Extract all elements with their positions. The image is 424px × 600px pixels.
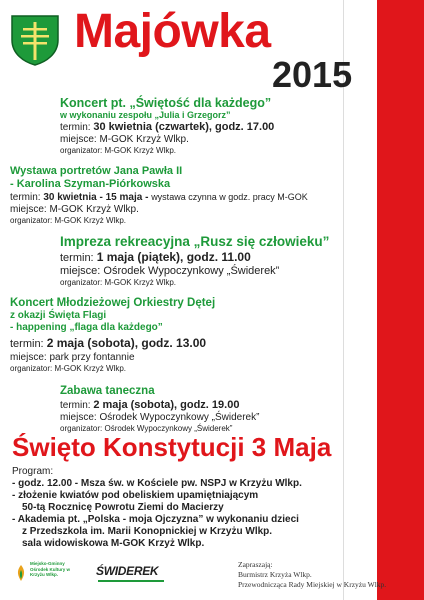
event-termin: termin: 2 maja (sobota), godz. 19.00 (60, 399, 240, 411)
event-title: Wystawa portretów Jana Pawła II (10, 165, 183, 177)
flag-red-stripe (377, 0, 424, 600)
event-organizator: organizator: M-GOK Krzyż Wlkp. (10, 216, 127, 225)
event-termin: termin: 30 kwietnia (czwartek), godz. 17.00 (60, 121, 275, 133)
event-miejsce: miejsce: park przy fontannie (10, 352, 135, 363)
event-termin: termin: 2 maja (sobota), godz. 13.00 (10, 336, 207, 350)
event-title: Koncert Młodzieżowej Orkiestry Dętej (10, 297, 216, 309)
konstytucja-title: Święto Konstytucji 3 Maja (12, 432, 332, 462)
event-orkiestra (10, 296, 215, 374)
event-miejsce: miejsce: M-GOK Krzyż Wlkp. (60, 134, 189, 145)
coat-of-arms-icon (10, 14, 60, 66)
event-zabawa (60, 384, 259, 434)
event-subtitle: z okazji Święta Flagi (10, 310, 107, 321)
mgok-logo (14, 558, 70, 588)
event-organizator: organizator: M-GOK Krzyż Wlkp. (60, 278, 177, 287)
event-organizator: organizator: M-GOK Krzyż Wlkp. (10, 364, 127, 373)
event-title: Zabawa taneczna (60, 385, 155, 397)
mgok-logo-text: Miejsko-Gminny Ośrodek Kultury w Krzyżu Wlkp. (30, 561, 71, 577)
event-title: Impreza rekreacyjna „Rusz się człowieku” (60, 234, 330, 249)
program-line: sala widowiskowa M-GOK Krzyż Wlkp. (22, 538, 205, 549)
event-miejsce: miejsce: Ośrodek Wypoczynkowy „Świderek” (60, 265, 280, 277)
event-termin: termin: 30 kwietnia - 15 maja - wystawa czynna w godz. pracy M-GOK (10, 192, 308, 203)
footer-line: Przewodnicząca Rady Miejskiej w Krzyżu Wlkp. (238, 580, 387, 589)
event-title: Koncert pt. „Świętość dla każdego” (60, 96, 272, 110)
program-label: Program: (12, 466, 54, 477)
event-wystawa (10, 165, 308, 226)
footer-line: Burmistrz Krzyża Wlkp. (238, 570, 312, 579)
program-line: - złożenie kwiatów pod obeliskiem upamiętniającym (12, 490, 259, 501)
event-happening: - happening „flaga dla każdego” (10, 322, 163, 333)
event-impreza (60, 234, 329, 288)
event-miejsce: miejsce: M-GOK Krzyż Wlkp. (10, 204, 139, 215)
swiderek-logo (96, 558, 168, 588)
program-section (12, 466, 302, 550)
poster-title: Majówka (74, 5, 271, 58)
swiderek-logo-underline (98, 580, 164, 582)
event-termin: termin: 1 maja (piątek), godz. 11.00 (60, 250, 251, 264)
footer-invite-label: Zapraszają: (238, 560, 273, 569)
event-miejsce: miejsce: Ośrodek Wypoczynkowy „Świderek” (60, 412, 260, 423)
event-subtitle: w wykonaniu zespołu „Julia i Grzegorz” (60, 110, 231, 120)
poster-year: 2015 (272, 54, 353, 95)
mgok-logo-icon (14, 564, 28, 582)
program-line: - godz. 12.00 - Msza św. w Kościele pw. NSPJ w Krzyżu Wlkp. (12, 478, 302, 489)
event-koncert (60, 96, 274, 156)
event-title-author: - Karolina Szyman-Piórkowska (10, 178, 171, 190)
event-organizator: organizator: Ośrodek Wypoczynkowy „Świderek” (60, 424, 233, 433)
program-line: z Przedszkola im. Marii Konopnickiej w Krzyżu Wlkp. (22, 526, 273, 537)
event-organizator: organizator: M-GOK Krzyż Wlkp. (60, 146, 177, 155)
program-line: - Akademia pt. „Polska - moja Ojczyzna” w wykonaniu dzieci (12, 514, 299, 525)
footer-invitation (238, 560, 386, 590)
program-line: 50-tą Rocznicę Powrotu Ziemi do Macierzy (22, 502, 224, 513)
swiderek-logo-text: ŚWIDEREK (96, 564, 159, 578)
